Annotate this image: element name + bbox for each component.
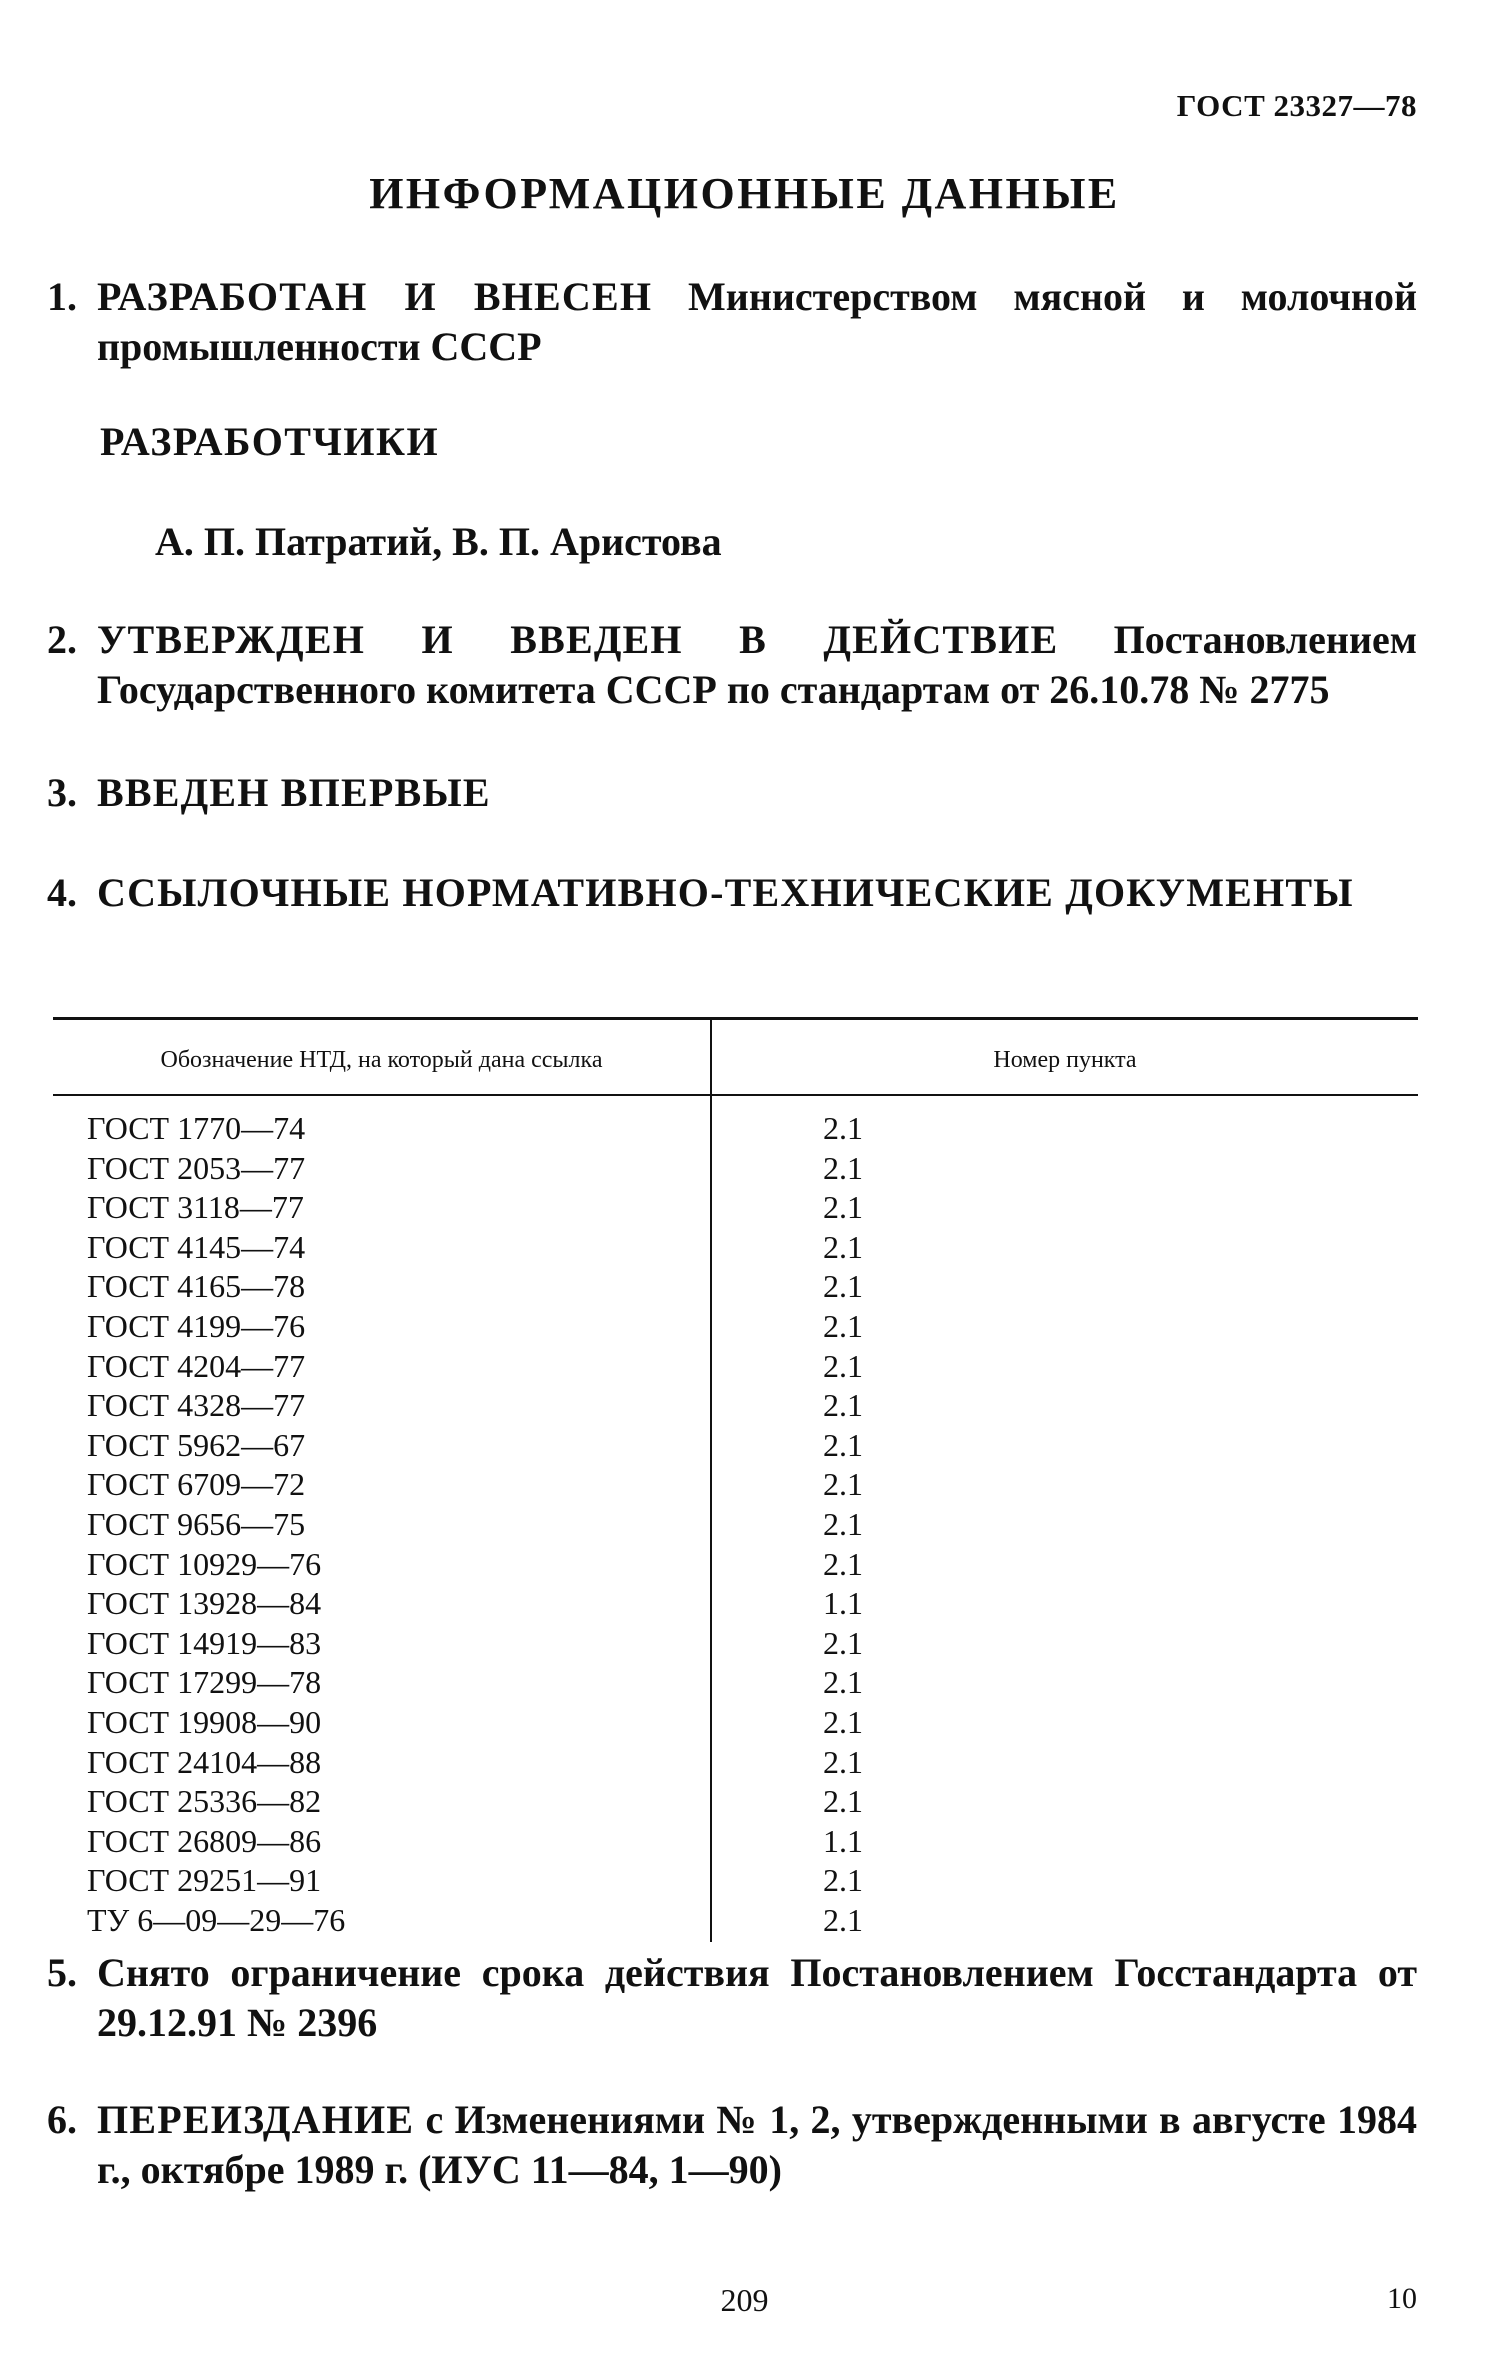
- table-row: [53, 1347, 1418, 1387]
- doc-designation: ГОСТ 26809—86: [87, 1822, 322, 1859]
- table-row: [53, 1624, 1418, 1664]
- doc-designation: ГОСТ 2053—77: [87, 1149, 306, 1186]
- table-row: [53, 1703, 1418, 1743]
- developers-heading: РАЗРАБОТЧИКИ: [100, 419, 440, 464]
- clause-number: 1.1: [823, 1822, 863, 1859]
- table-row: [53, 1782, 1418, 1822]
- clause-number: 2.1: [823, 1426, 863, 1463]
- table-body: [53, 1109, 1418, 1940]
- table-row: [53, 1109, 1418, 1149]
- item-lead: РАЗРАБОТАН И ВНЕСЕН: [97, 274, 653, 319]
- clause-number: 2.1: [823, 1268, 863, 1305]
- clause-number: 2.1: [823, 1307, 863, 1344]
- table-row: [53, 1307, 1418, 1347]
- table-row: [53, 1426, 1418, 1466]
- item-text: ВВЕДЕН ВПЕРВЫЕ: [97, 770, 491, 815]
- clause-number: 2.1: [823, 1624, 863, 1661]
- item-first-introduced: [47, 768, 1417, 818]
- doc-designation: ГОСТ 5962—67: [87, 1426, 306, 1463]
- clause-number: 2.1: [823, 1703, 863, 1740]
- doc-designation: ГОСТ 29251—91: [87, 1862, 322, 1899]
- doc-designation: ГОСТ 4328—77: [87, 1387, 306, 1424]
- table-row: [53, 1149, 1418, 1189]
- clause-number: 2.1: [823, 1545, 863, 1582]
- item-number: 2.: [47, 617, 77, 662]
- table-row: [53, 1267, 1418, 1307]
- doc-designation: ГОСТ 6709—72: [87, 1466, 306, 1503]
- item-developed-by: [47, 272, 1417, 372]
- clause-number: 2.1: [823, 1466, 863, 1503]
- table-row: [53, 1228, 1418, 1268]
- table-row: [53, 1901, 1418, 1941]
- table-row: [53, 1584, 1418, 1624]
- doc-designation: ГОСТ 3118—77: [87, 1189, 304, 1226]
- item-number: 3.: [47, 770, 77, 815]
- page-title: ИНФОРМАЦИОННЫЕ ДАННЫЕ: [369, 169, 1120, 218]
- table-row: [53, 1743, 1418, 1783]
- doc-designation: ГОСТ 4145—74: [87, 1228, 306, 1265]
- item-lead: ПЕРЕИЗДАНИЕ: [97, 2097, 415, 2142]
- table-row: [53, 1505, 1418, 1545]
- clause-number: 2.1: [823, 1347, 863, 1384]
- table-row: [53, 1545, 1418, 1585]
- item-reference-documents: [47, 868, 1417, 918]
- table-row: [53, 1386, 1418, 1426]
- item-text: Снято ограничение срока действия Постановлением Госстандарта от 29.12.91 № 2396: [97, 1950, 1417, 2045]
- table-row: [53, 1465, 1418, 1505]
- item-text: Министерством мясной и молочной промышленности СССР: [97, 274, 1418, 369]
- doc-designation: ГОСТ 13928—84: [87, 1585, 322, 1622]
- table-header-clause: Номер пункта: [993, 1047, 1137, 1073]
- item-text: ССЫЛОЧНЫЕ НОРМАТИВНО-ТЕХНИЧЕСКИЕ ДОКУМЕНТЫ: [97, 870, 1354, 915]
- doc-designation: ГОСТ 14919—83: [87, 1624, 322, 1661]
- clause-number: 2.1: [823, 1387, 863, 1424]
- sheet-number: 10: [1387, 2282, 1417, 2315]
- clause-number: 2.1: [823, 1228, 863, 1265]
- doc-designation: ТУ 6—09—29—76: [87, 1901, 346, 1938]
- clause-number: 2.1: [823, 1743, 863, 1780]
- doc-designation: ГОСТ 10929—76: [87, 1545, 322, 1582]
- clause-number: 2.1: [823, 1505, 863, 1542]
- clause-number: 2.1: [823, 1149, 863, 1186]
- clause-number: 2.1: [823, 1901, 863, 1938]
- item-number: 1.: [47, 274, 77, 319]
- clause-number: 2.1: [823, 1664, 863, 1701]
- doc-designation: ГОСТ 25336—82: [87, 1783, 322, 1820]
- item-reissue: [47, 2095, 1417, 2195]
- item-number: 5.: [47, 1950, 77, 1995]
- item-text: Постановлением Государственного комитета СССР по стандартам от 26.10.78 № 2775: [97, 617, 1417, 712]
- clause-number: 2.1: [823, 1110, 863, 1146]
- item-lead: УТВЕРЖДЕН И ВВЕДЕН В ДЕЙСТВИЕ: [97, 617, 1059, 662]
- doc-designation: ГОСТ 9656—75: [87, 1505, 306, 1542]
- table-row: [53, 1188, 1418, 1228]
- developers-names: А. П. Патратий, В. П. Аристова: [155, 519, 722, 564]
- table-row: [53, 1663, 1418, 1703]
- table-row: [53, 1861, 1418, 1901]
- clause-number: 2.1: [823, 1189, 863, 1226]
- doc-designation: ГОСТ 17299—78: [87, 1664, 322, 1701]
- doc-designation: ГОСТ 4165—78: [87, 1268, 306, 1305]
- page-number: 209: [720, 2282, 769, 2318]
- clause-number: 2.1: [823, 1783, 863, 1820]
- clause-number: 2.1: [823, 1862, 863, 1899]
- table-header-rule: [53, 1094, 1418, 1096]
- document-code: ГОСТ 23327—78: [1176, 88, 1417, 123]
- reference-table: [53, 1017, 1418, 1942]
- table-top-rule: [53, 1017, 1418, 1020]
- item-text: с Изменениями № 1, 2, утвержденными в августе 1984 г., октябре 1989 г. (ИУС 11—84, 1—90): [97, 2097, 1417, 2192]
- doc-designation: ГОСТ 4199—76: [87, 1307, 306, 1344]
- table-row: [53, 1822, 1418, 1862]
- item-number: 4.: [47, 870, 77, 915]
- doc-designation: ГОСТ 4204—77: [87, 1347, 306, 1384]
- table-header-document: Обозначение НТД, на который дана ссылка: [160, 1047, 603, 1073]
- clause-number: 1.1: [823, 1585, 863, 1622]
- item-number: 6.: [47, 2097, 77, 2142]
- item-approved: [47, 615, 1417, 715]
- doc-designation: ГОСТ 1770—74: [87, 1110, 306, 1146]
- item-validity-limit-removed: [47, 1948, 1417, 2048]
- doc-designation: ГОСТ 19908—90: [87, 1703, 322, 1740]
- doc-designation: ГОСТ 24104—88: [87, 1743, 322, 1780]
